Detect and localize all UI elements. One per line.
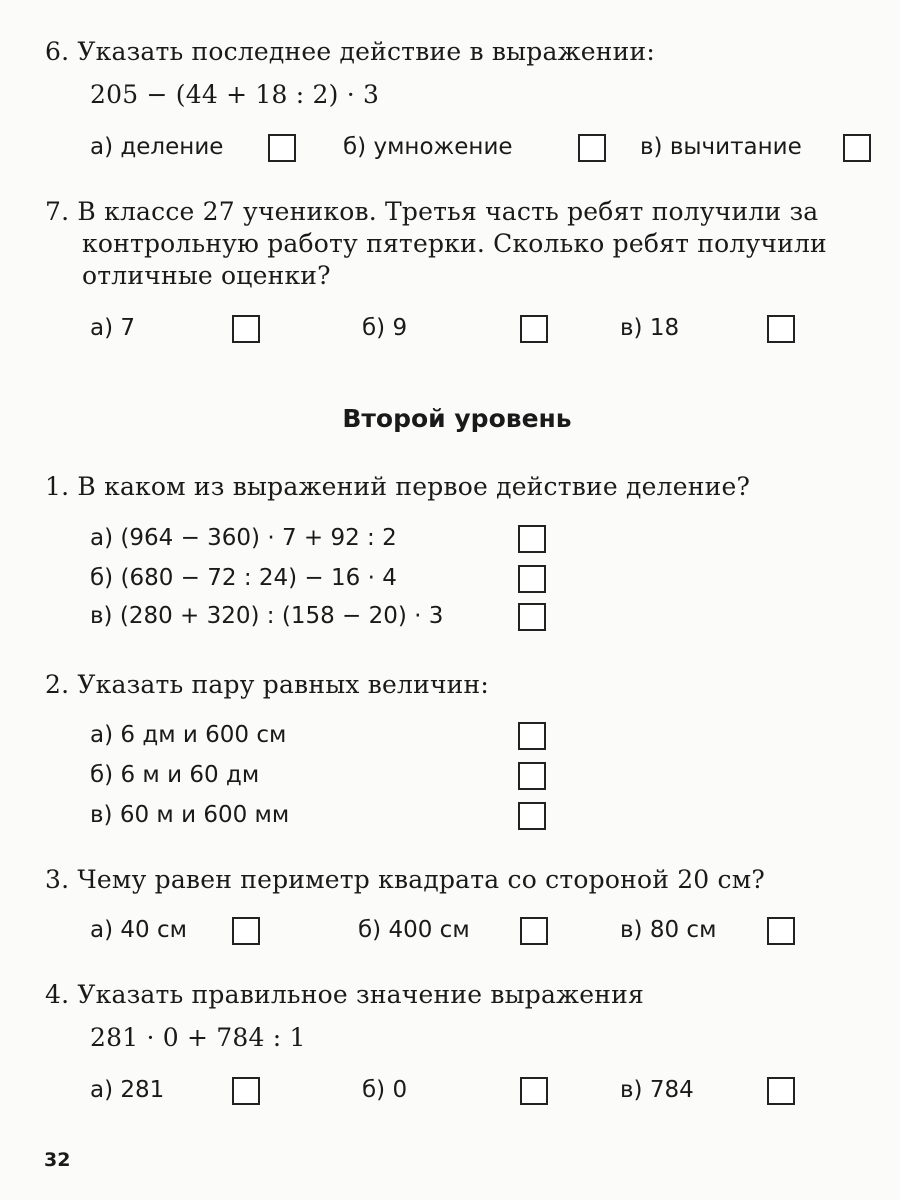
q6-option-b: б) умножение xyxy=(343,134,513,160)
question-7-line-1: 7. В классе 27 учеников. Третья часть ребят получили за xyxy=(45,197,819,226)
l2-q4-option-b: б) 0 xyxy=(362,1077,408,1103)
l2-q4-checkbox-b xyxy=(520,1077,548,1105)
l2-q2-option-a: а) 6 дм и 600 см xyxy=(90,722,287,748)
l2-q4-checkbox-c xyxy=(767,1077,795,1105)
l2-q1-option-b: б) (680 − 72 : 24) − 16 · 4 xyxy=(90,565,397,591)
question-7-line-3: отличные оценки? xyxy=(82,261,331,290)
l2-q2-checkbox-b xyxy=(518,762,546,790)
q7-option-a: а) 7 xyxy=(90,315,136,341)
l2-question-3-title: 3. Чему равен периметр квадрата со стороной 20 см? xyxy=(45,865,766,894)
l2-q3-option-b: б) 400 см xyxy=(358,917,470,943)
l2-q4-option-a: а) 281 xyxy=(90,1077,165,1103)
section-heading: Второй уровень xyxy=(342,404,572,433)
q6-checkbox-a xyxy=(268,134,296,162)
l2-q2-checkbox-a xyxy=(518,722,546,750)
l2-q2-option-b: б) 6 м и 60 дм xyxy=(90,762,260,788)
q7-checkbox-b xyxy=(520,315,548,343)
l2-q3-checkbox-a xyxy=(232,917,260,945)
l2-q3-checkbox-c xyxy=(767,917,795,945)
l2-q4-checkbox-a xyxy=(232,1077,260,1105)
q7-checkbox-a xyxy=(232,315,260,343)
l2-q2-option-c: в) 60 м и 600 мм xyxy=(90,802,290,828)
q6-option-c: в) вычитание xyxy=(640,134,802,160)
l2-q3-option-a: а) 40 см xyxy=(90,917,187,943)
l2-q1-checkbox-a xyxy=(518,525,546,553)
l2-question-4-title: 4. Указать правильное значение выражения xyxy=(45,980,644,1009)
l2-q1-checkbox-c xyxy=(518,603,546,631)
question-6-title: 6. Указать последнее действие в выражении: xyxy=(45,37,655,66)
l2-q1-option-a: а) (964 − 360) · 7 + 92 : 2 xyxy=(90,525,397,551)
q6-checkbox-b xyxy=(578,134,606,162)
l2-question-1-title: 1. В каком из выражений первое действие деление? xyxy=(45,472,751,501)
q7-option-c: в) 18 xyxy=(620,315,680,341)
l2-q2-checkbox-c xyxy=(518,802,546,830)
question-6-expression: 205 − (44 + 18 : 2) · 3 xyxy=(90,80,380,109)
l2-q4-option-c: в) 784 xyxy=(620,1077,694,1103)
q6-option-a: а) деление xyxy=(90,134,224,160)
l2-q1-option-c: в) (280 + 320) : (158 − 20) · 3 xyxy=(90,603,444,629)
l2-question-4-expression: 281 · 0 + 784 : 1 xyxy=(90,1023,306,1052)
question-7-line-2: контрольную работу пятерки. Сколько ребят получили xyxy=(82,229,827,258)
q6-checkbox-c xyxy=(843,134,871,162)
q7-option-b: б) 9 xyxy=(362,315,408,341)
l2-q1-checkbox-b xyxy=(518,565,546,593)
l2-q3-checkbox-b xyxy=(520,917,548,945)
l2-q3-option-c: в) 80 см xyxy=(620,917,717,943)
l2-question-2-title: 2. Указать пару равных величин: xyxy=(45,670,490,699)
page-number: 32 xyxy=(44,1149,71,1171)
q7-checkbox-c xyxy=(767,315,795,343)
